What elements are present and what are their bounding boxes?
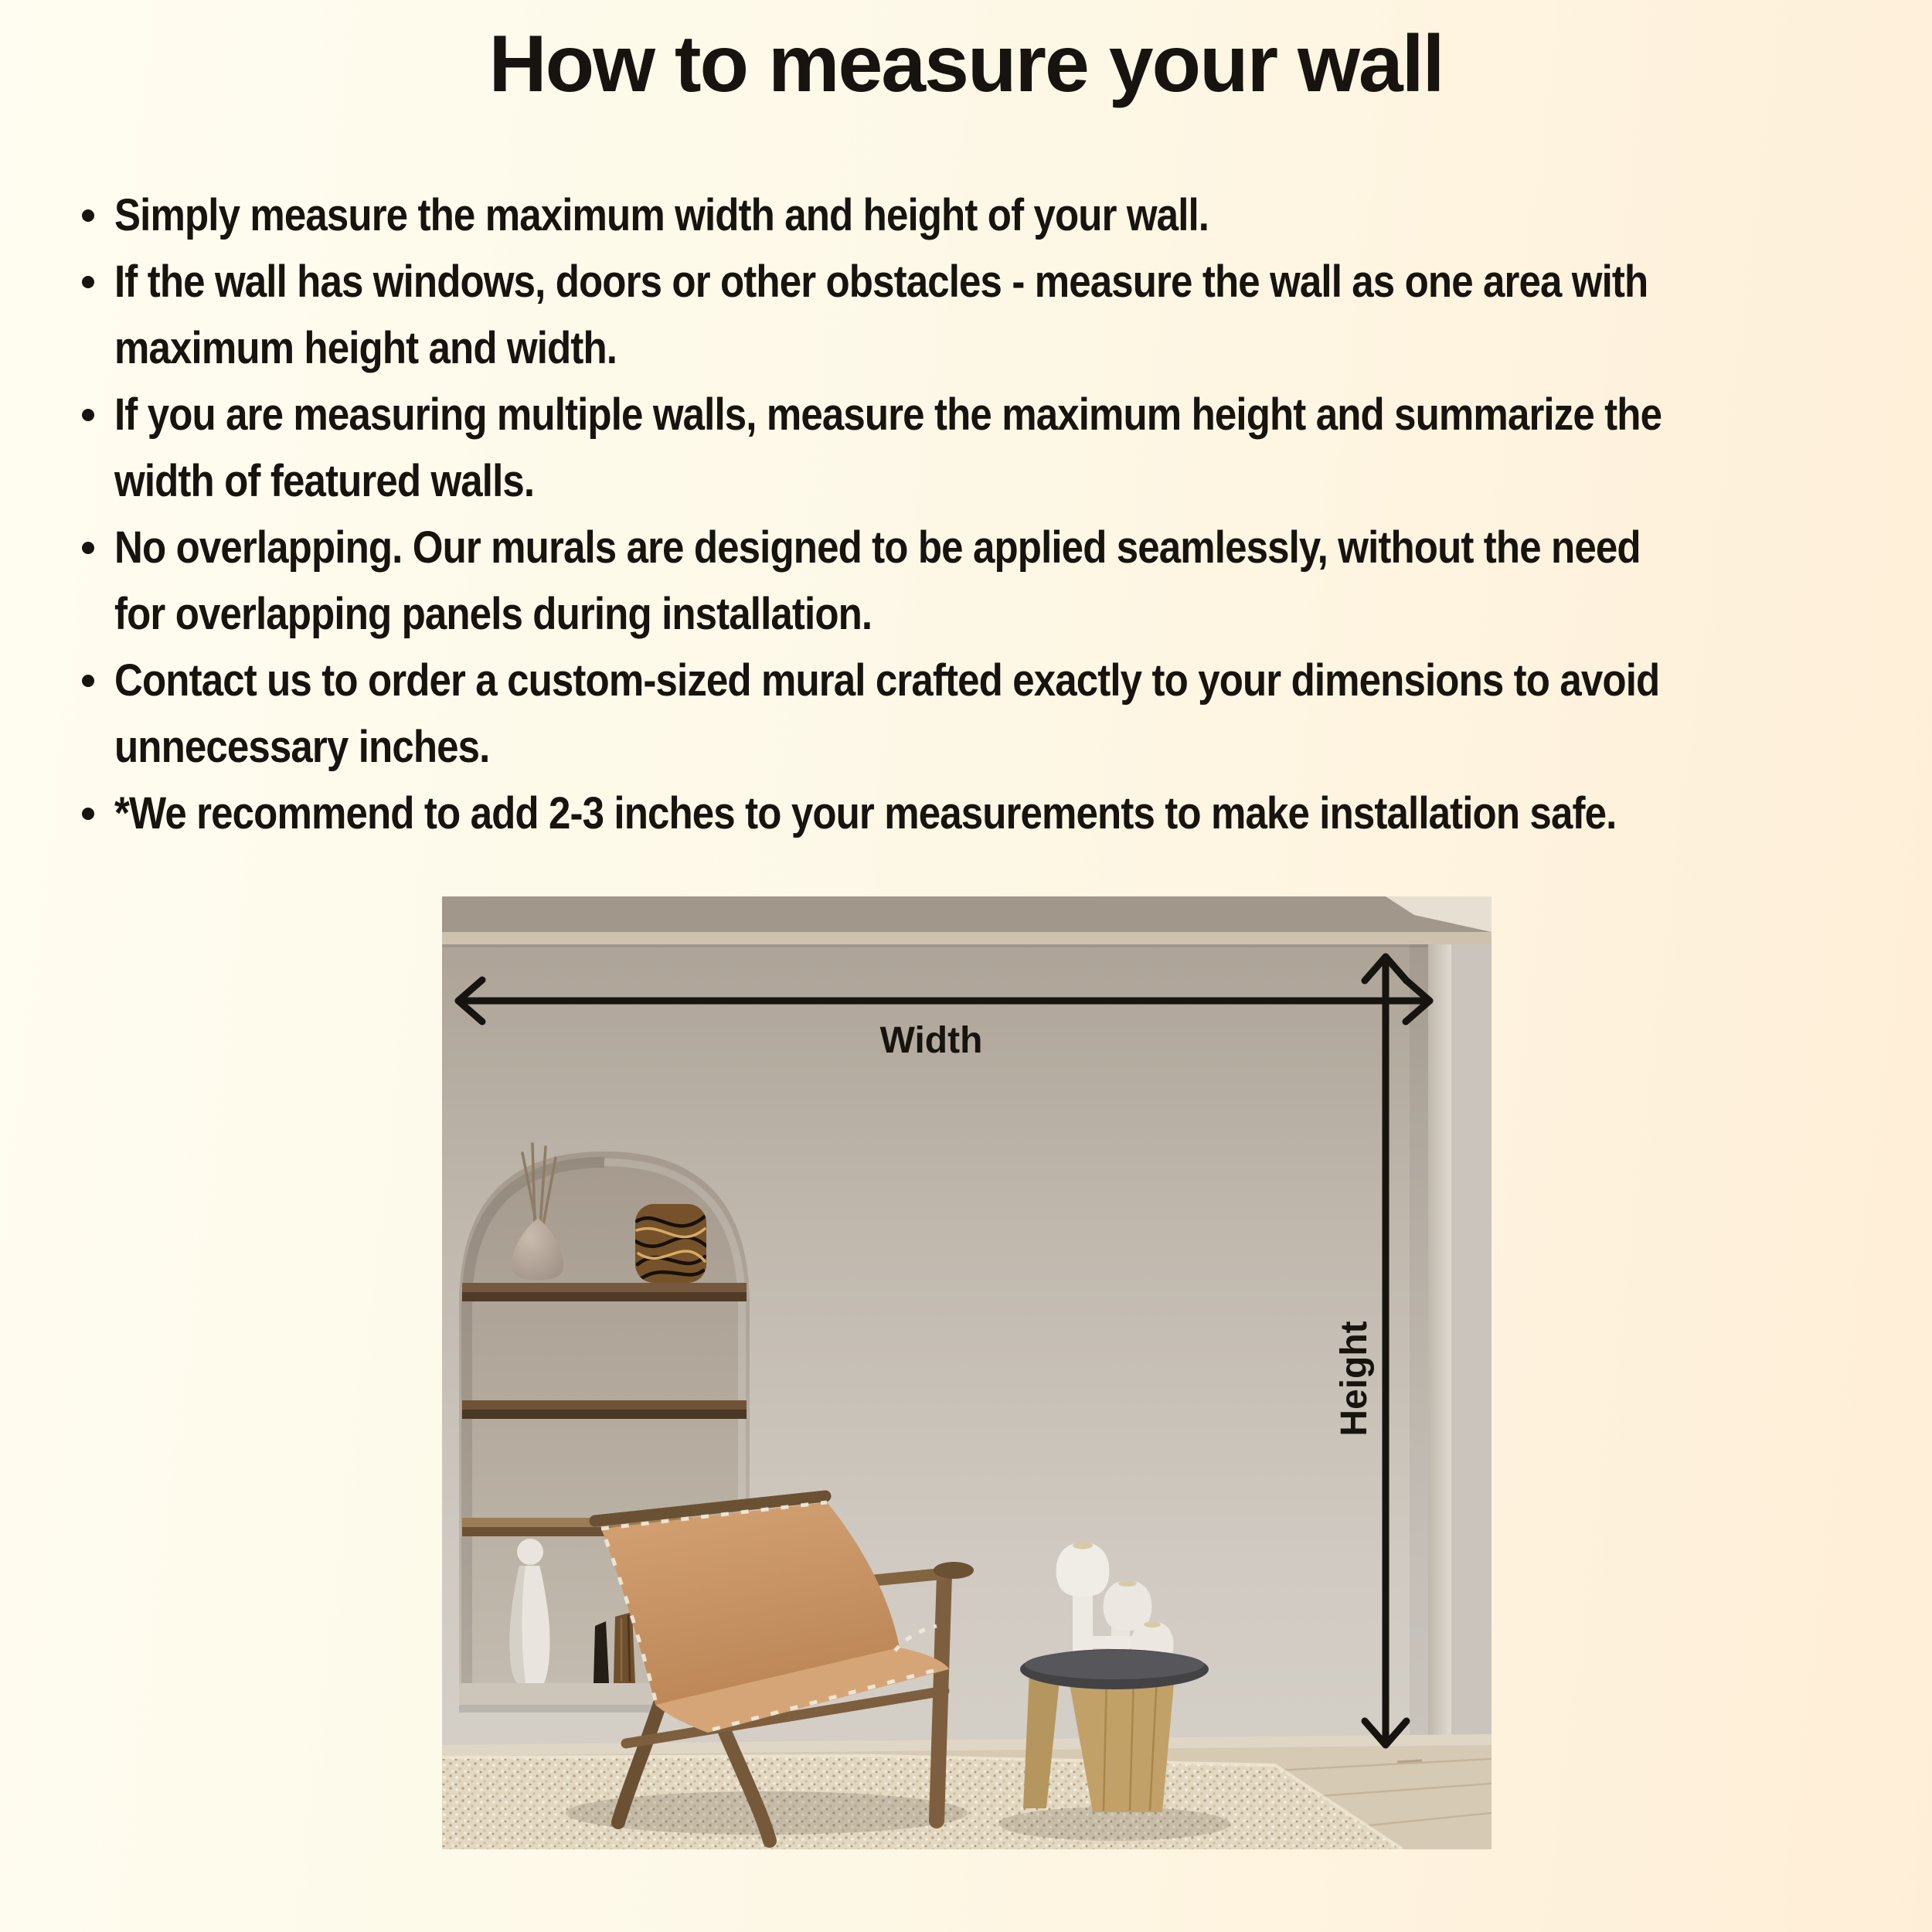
bullet-item (77, 648, 1886, 781)
room-photo (442, 896, 1492, 1849)
bullet-line: for overlapping panels during installation. (114, 589, 872, 639)
bullet-line: Contact us to order a custom-sized mural crafted exactly to your dimensions to avoid (114, 655, 1660, 706)
height-arrow-label: Height (1334, 1321, 1375, 1437)
bullet-line: maximum height and width. (114, 323, 617, 373)
bullet-line: No overlapping. Our murals are designed to be applied seamlessly, without the need (114, 522, 1641, 573)
bullet-item (77, 249, 1886, 382)
bullet-item (77, 781, 1886, 847)
armrest-knob (934, 1562, 974, 1579)
recessed-wall (1451, 944, 1492, 1740)
page-title: How to measure your wall (488, 19, 1444, 109)
bullet-line: width of featured walls. (114, 456, 535, 506)
wall-corner-edge (1428, 944, 1451, 1740)
shelf-middle (462, 1400, 747, 1419)
width-arrow-label: Width (879, 1020, 983, 1061)
bullet-line: *We recommend to add 2-3 inches to your measurements to make installation safe. (114, 788, 1617, 838)
upper-wall-band (442, 896, 1492, 932)
bullet-line: unnecessary inches. (114, 722, 490, 772)
bullet-item (77, 382, 1886, 515)
bullet-item (77, 182, 1886, 249)
shelf-top (462, 1283, 747, 1301)
bullet-line: If the wall has windows, doors or other obstacles - measure the wall as one area with (114, 257, 1648, 307)
ceiling-molding (442, 932, 1492, 944)
bullet-line: If you are measuring multiple walls, measure the maximum height and summarize the (114, 389, 1662, 440)
instructions-list (77, 182, 1886, 847)
wicker-vase (635, 1204, 706, 1283)
bullet-line: Simply measure the maximum width and height of your wall. (114, 190, 1209, 240)
bullet-item (77, 515, 1886, 648)
